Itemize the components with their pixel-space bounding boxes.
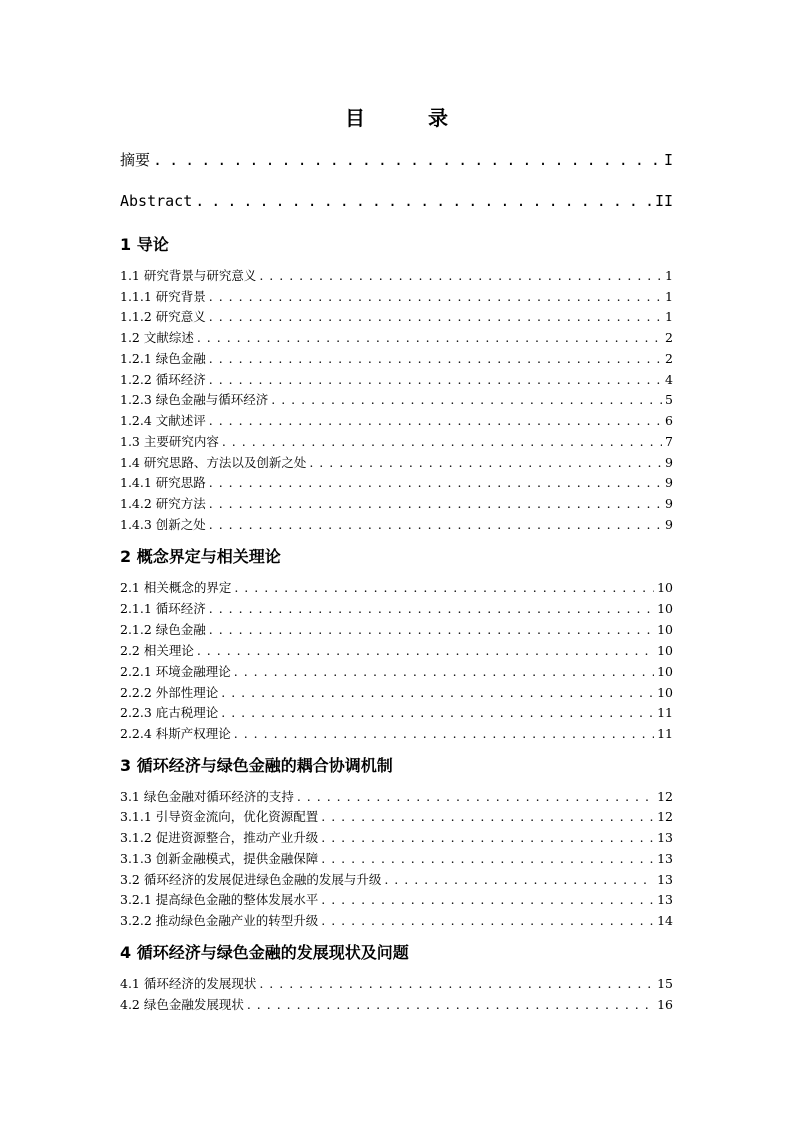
toc-entry-label: 1.1.2 研究意义 bbox=[120, 309, 206, 324]
dot-leader bbox=[209, 496, 662, 511]
toc-entry-label: 1.2 文献综述 bbox=[120, 330, 194, 345]
dot-leader bbox=[321, 830, 654, 845]
toc-entry[interactable] bbox=[120, 453, 673, 471]
dot-leader bbox=[321, 809, 654, 824]
dot-leader bbox=[259, 268, 662, 283]
dot-leader bbox=[297, 789, 654, 804]
toc-entry[interactable] bbox=[120, 911, 673, 929]
toc-entry-page: 16 bbox=[657, 997, 673, 1012]
toc-entry-page: 9 bbox=[665, 455, 673, 470]
toc-entry[interactable] bbox=[120, 494, 673, 512]
dot-leader bbox=[234, 580, 654, 595]
toc-entry[interactable] bbox=[120, 703, 673, 721]
toc-entry-page: 10 bbox=[657, 580, 673, 595]
toc-entry-label: 1.4.1 研究思路 bbox=[120, 475, 206, 490]
toc-entry[interactable] bbox=[120, 307, 673, 325]
toc-entry[interactable] bbox=[120, 390, 673, 408]
dot-leader bbox=[153, 151, 661, 169]
toc-entry[interactable] bbox=[120, 807, 673, 825]
toc-entry-page: 10 bbox=[657, 685, 673, 700]
toc-entry-page: 12 bbox=[657, 809, 673, 824]
toc-entry-label: 3.1.3 创新金融模式，提供金融保障 bbox=[120, 851, 319, 866]
toc-entry-page: 2 bbox=[665, 351, 673, 366]
dot-leader bbox=[259, 976, 654, 991]
toc-entry-label: 2.2.3 庇古税理论 bbox=[120, 705, 219, 720]
toc-entry[interactable] bbox=[120, 328, 673, 346]
dot-leader bbox=[209, 289, 662, 304]
toc-entry[interactable] bbox=[120, 432, 673, 450]
toc-entry[interactable] bbox=[120, 849, 673, 867]
dot-leader bbox=[209, 413, 662, 428]
toc-entry-page: 10 bbox=[657, 643, 673, 658]
toc-entry-label: 1.4.2 研究方法 bbox=[120, 496, 206, 511]
toc-entry[interactable] bbox=[120, 370, 673, 388]
toc-entry[interactable] bbox=[120, 641, 673, 659]
dot-leader bbox=[221, 705, 654, 720]
toc-entry-page: 13 bbox=[657, 872, 673, 887]
toc-entry-page: 1 bbox=[665, 309, 673, 324]
toc-entry-label: 2.2.1 环境金融理论 bbox=[120, 664, 231, 679]
dot-leader bbox=[234, 664, 654, 679]
toc-entry-label: 2.2 相关理论 bbox=[120, 643, 194, 658]
toc-entry-label: 1.4 研究思路、方法以及创新之处 bbox=[120, 455, 307, 470]
dot-leader bbox=[197, 643, 654, 658]
toc-entry[interactable] bbox=[120, 724, 673, 742]
toc-entry-page: II bbox=[654, 192, 673, 210]
toc-entry-label: Abstract bbox=[120, 192, 193, 210]
toc-entry[interactable] bbox=[120, 828, 673, 846]
dot-leader bbox=[209, 517, 662, 532]
toc-entry[interactable] bbox=[120, 995, 673, 1013]
toc-entry-label: 1.2.4 文献述评 bbox=[120, 413, 206, 428]
toc-entry-label: 1.3 主要研究内容 bbox=[120, 434, 219, 449]
toc-entry-page: 13 bbox=[657, 892, 673, 907]
chapter-4-heading[interactable]: 4 循环经济与绿色金融的发展现状及问题 bbox=[120, 943, 409, 962]
toc-entry-page: 9 bbox=[665, 475, 673, 490]
toc-entry-label: 2.2.2 外部性理论 bbox=[120, 685, 219, 700]
dot-leader bbox=[209, 351, 662, 366]
toc-entry[interactable] bbox=[120, 599, 673, 617]
toc-entry-page: 1 bbox=[665, 289, 673, 304]
toc-entry-label: 1.2.2 循环经济 bbox=[120, 372, 206, 387]
toc-entry-page: 10 bbox=[657, 622, 673, 637]
dot-leader bbox=[209, 309, 662, 324]
toc-entry[interactable] bbox=[120, 287, 673, 305]
dot-leader bbox=[271, 392, 662, 407]
toc-entry-page: 5 bbox=[665, 392, 673, 407]
toc-entry-label: 1.2.1 绿色金融 bbox=[120, 351, 206, 366]
toc-entry[interactable] bbox=[120, 515, 673, 533]
toc-entry-page: 7 bbox=[665, 434, 673, 449]
toc-entry-label: 4.1 循环经济的发展现状 bbox=[120, 976, 257, 991]
toc-entry-label: 3.1 绿色金融对循环经济的支持 bbox=[120, 789, 294, 804]
toc-entry-page: 14 bbox=[657, 913, 673, 928]
toc-entry-abstract-cn[interactable] bbox=[120, 149, 673, 170]
toc-entry[interactable] bbox=[120, 266, 673, 284]
toc-entry-page: 11 bbox=[657, 726, 673, 741]
toc-title: 目 录 bbox=[345, 106, 476, 130]
toc-entry-page: 11 bbox=[657, 705, 673, 720]
dot-leader bbox=[234, 726, 654, 741]
toc-entry-abstract-en[interactable] bbox=[120, 192, 673, 210]
toc-entry[interactable] bbox=[120, 662, 673, 680]
dot-leader bbox=[197, 330, 662, 345]
dot-leader bbox=[309, 455, 662, 470]
toc-entry-label: 3.2.2 推动绿色金融产业的转型升级 bbox=[120, 913, 319, 928]
toc-entry-page: 13 bbox=[657, 830, 673, 845]
toc-entry-page: 15 bbox=[657, 976, 673, 991]
dot-leader bbox=[321, 892, 654, 907]
dot-leader bbox=[209, 372, 662, 387]
toc-entry-label: 3.2.1 提高绿色金融的整体发展水平 bbox=[120, 892, 319, 907]
toc-entry-label: 2.1.1 循环经济 bbox=[120, 601, 206, 616]
dot-leader bbox=[247, 997, 654, 1012]
dot-leader bbox=[321, 913, 654, 928]
dot-leader bbox=[321, 851, 654, 866]
toc-entry-page: 4 bbox=[665, 372, 673, 387]
toc-entry-label: 摘要 bbox=[120, 151, 151, 169]
toc-entry-page: 12 bbox=[657, 789, 673, 804]
toc-entry-page: 10 bbox=[657, 664, 673, 679]
chapter-2-heading[interactable]: 2 概念界定与相关理论 bbox=[120, 547, 281, 566]
toc-entry-label: 2.1.2 绿色金融 bbox=[120, 622, 206, 637]
toc-entry-page: 6 bbox=[665, 413, 673, 428]
dot-leader bbox=[209, 601, 654, 616]
toc-entry-page: 9 bbox=[665, 496, 673, 511]
toc-entry[interactable] bbox=[120, 787, 673, 805]
chapter-3-heading[interactable]: 3 循环经济与绿色金融的耦合协调机制 bbox=[120, 756, 393, 775]
toc-entry-label: 1.2.3 绿色金融与循环经济 bbox=[120, 392, 269, 407]
dot-leader bbox=[222, 434, 662, 449]
toc-entry-label: 2.1 相关概念的界定 bbox=[120, 580, 232, 595]
toc-entry-page: I bbox=[663, 151, 673, 169]
toc-entry[interactable] bbox=[120, 974, 673, 992]
toc-entry-page: 9 bbox=[665, 517, 673, 532]
toc-entry-label: 3.1.1 引导资金流向，优化资源配置 bbox=[120, 809, 319, 824]
toc-entry-label: 4.2 绿色金融发展现状 bbox=[120, 997, 244, 1012]
toc-entry[interactable] bbox=[120, 411, 673, 429]
toc-entry-label: 2.2.4 科斯产权理论 bbox=[120, 726, 231, 741]
dot-leader bbox=[209, 622, 654, 637]
toc-entry-label: 3.2 循环经济的发展促进绿色金融的发展与升级 bbox=[120, 872, 382, 887]
chapter-1-heading[interactable]: 1 导论 bbox=[120, 235, 169, 254]
dot-leader bbox=[384, 872, 654, 887]
toc-entry-label: 1.4.3 创新之处 bbox=[120, 517, 206, 532]
toc-entry-page: 2 bbox=[665, 330, 673, 345]
toc-entry[interactable] bbox=[120, 578, 673, 596]
toc-entry[interactable] bbox=[120, 620, 673, 638]
toc-entry-label: 1.1 研究背景与研究意义 bbox=[120, 268, 257, 283]
toc-entry[interactable] bbox=[120, 473, 673, 491]
toc-entry[interactable] bbox=[120, 870, 673, 888]
toc-entry[interactable] bbox=[120, 349, 673, 367]
toc-entry-page: 10 bbox=[657, 601, 673, 616]
toc-entry-page: 1 bbox=[665, 268, 673, 283]
toc-entry[interactable] bbox=[120, 683, 673, 701]
toc-entry-label: 3.1.2 促进资源整合，推动产业升级 bbox=[120, 830, 319, 845]
toc-entry[interactable] bbox=[120, 890, 673, 908]
dot-leader bbox=[195, 192, 652, 210]
toc-entry-page: 13 bbox=[657, 851, 673, 866]
dot-leader bbox=[221, 685, 654, 700]
toc-entry-label: 1.1.1 研究背景 bbox=[120, 289, 206, 304]
dot-leader bbox=[209, 475, 662, 490]
